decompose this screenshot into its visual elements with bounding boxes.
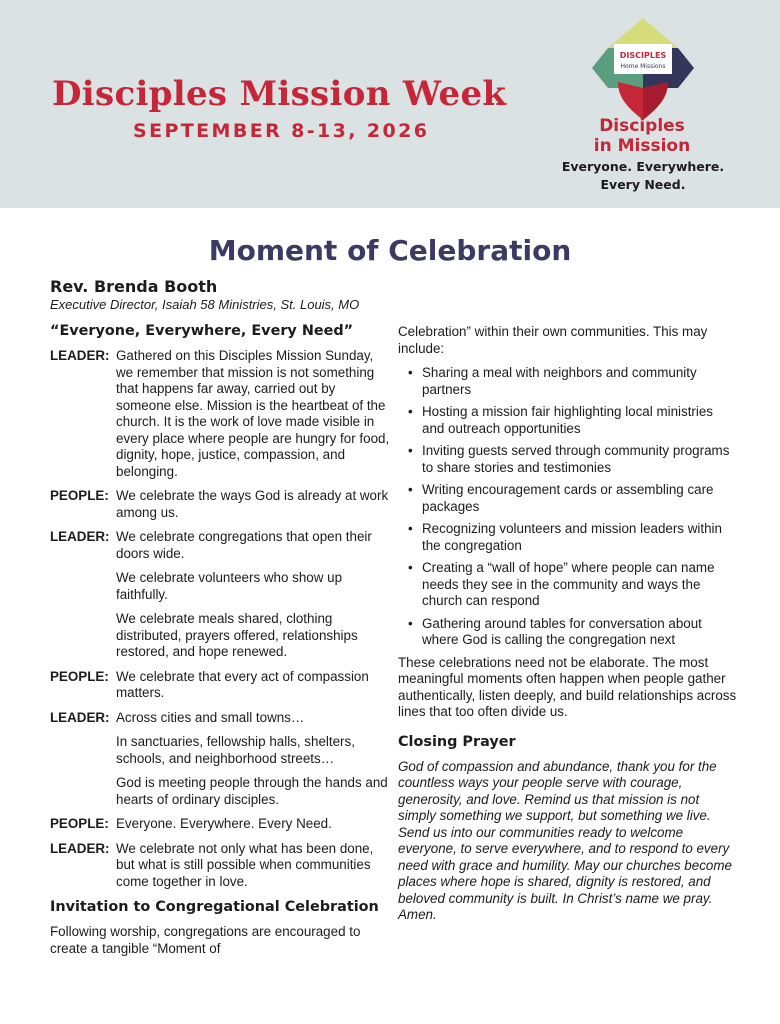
list-item: • Creating a “wall of hope” where people can name needs they see in the community and ways the church can respond: [408, 560, 738, 610]
tagline: [556, 158, 730, 194]
list-item: • Inviting guests served through community programs to share stories and testimonies: [408, 443, 738, 476]
speaker-label: PEOPLE:: [50, 816, 109, 831]
litany-entry: [50, 488, 390, 521]
invitation-closing: These celebrations need not be elaborate. The most meaningful moments often happen when people gather authentically, listen deeply, and build relationships across lines that too often divide us.: [398, 654, 737, 719]
list-item: • Writing encouragement cards or assembling care packages: [408, 482, 738, 515]
invitation-intro: Following worship, congregations are encouraged to create a tangible “Moment of: [50, 924, 361, 956]
litany-line: We celebrate not only what has been done, but what is still possible when communities come together in love.: [116, 840, 374, 889]
tagline-line2: Every Need.: [600, 177, 686, 192]
list-item: • Gathering around tables for conversation about where God is calling the congregation next: [408, 616, 738, 649]
logo-text-sub: Home Missions: [620, 63, 666, 70]
celebration-ideas-list: [398, 365, 738, 649]
author-title: Executive Director, Isaiah 58 Ministries, St. Louis, MO: [50, 297, 360, 312]
litany-line: Everyone. Everywhere. Every Need.: [116, 816, 332, 831]
speaker-label: PEOPLE:: [50, 488, 109, 503]
page-title: Moment of Celebration: [208, 234, 572, 267]
speaker-label: LEADER:: [50, 840, 110, 856]
litany-line: Gathered on this Disciples Mission Sunday, we remember that mission is not something that happens far away, carried out by someone else. Mission is the heartbeat of the church. It is the work of love made visible in every place where people are hungry for food, dignity, hope, justice, compassion, and belonging.: [116, 348, 390, 479]
org-name-line2: in Mission: [593, 136, 691, 156]
litany-entry: [50, 816, 390, 833]
speaker-label: LEADER:: [50, 709, 110, 725]
org-name: [586, 116, 698, 156]
disciples-logo-icon: [588, 16, 698, 120]
left-column: [50, 322, 390, 965]
litany-line: In sanctuaries, fellowship halls, shelters, schools, and neighborhood streets…: [116, 734, 355, 766]
litany-entry: [50, 841, 390, 891]
litany-line: We celebrate volunteers who show up faithfully.: [116, 570, 343, 602]
org-name-line1: Disciples: [599, 116, 685, 136]
litany-line: God is meeting people through the hands and hearts of ordinary disciples.: [116, 775, 388, 807]
logo-text-main: DISCIPLES: [619, 51, 667, 60]
tagline-line1: Everyone. Everywhere.: [561, 159, 725, 174]
litany-line: Across cities and small towns…: [116, 709, 305, 725]
speaker-label: LEADER:: [50, 348, 110, 363]
invitation-intro-continued: Celebration” within their own communities. This may include:: [398, 324, 708, 356]
litany-heading: “Everyone, Everywhere, Every Need”: [50, 323, 354, 339]
speaker-label: PEOPLE:: [50, 668, 109, 684]
event-date: SEPTEMBER 8-13, 2026: [133, 120, 430, 142]
list-item: • Sharing a meal with neighbors and community partners: [408, 365, 738, 398]
list-item: • Hosting a mission fair highlighting local ministries and outreach opportunities: [408, 404, 738, 437]
event-title: Disciples Mission Week: [52, 74, 507, 114]
litany-line: We celebrate the ways God is already at work among us.: [116, 488, 389, 520]
litany-entry: [50, 710, 390, 809]
prayer-heading: Closing Prayer: [398, 733, 516, 750]
speaker-label: LEADER:: [50, 529, 110, 544]
right-column: [398, 324, 738, 924]
litany-line: We celebrate congregations that open their doors wide.: [116, 529, 372, 561]
invitation-heading: Invitation to Congregational Celebration: [50, 899, 379, 915]
header-band: [0, 0, 780, 208]
list-item: • Recognizing volunteers and mission leaders within the congregation: [408, 521, 738, 554]
litany-entry: [50, 348, 390, 480]
litany-entry: [50, 669, 390, 702]
litany-line: We celebrate that every act of compassion matters.: [116, 668, 369, 700]
prayer-text: God of compassion and abundance, thank you for the countless ways your people serve with courage, generosity, and love. Remind us that mission is not simply something we support, but something we live. Send us into our communities ready to welcome everyone, to serve everywhere, and to respond to every need with grace and humility. May our churches become places where hope is shared, dignity is restored, and beloved community is built. In Christ’s name we pray. Amen.: [398, 758, 732, 922]
litany-entry: [50, 529, 390, 661]
author-name: Rev. Brenda Booth: [50, 277, 218, 296]
litany-line: We celebrate meals shared, clothing distributed, prayers offered, relationships restored, and hope renewed.: [116, 611, 358, 659]
